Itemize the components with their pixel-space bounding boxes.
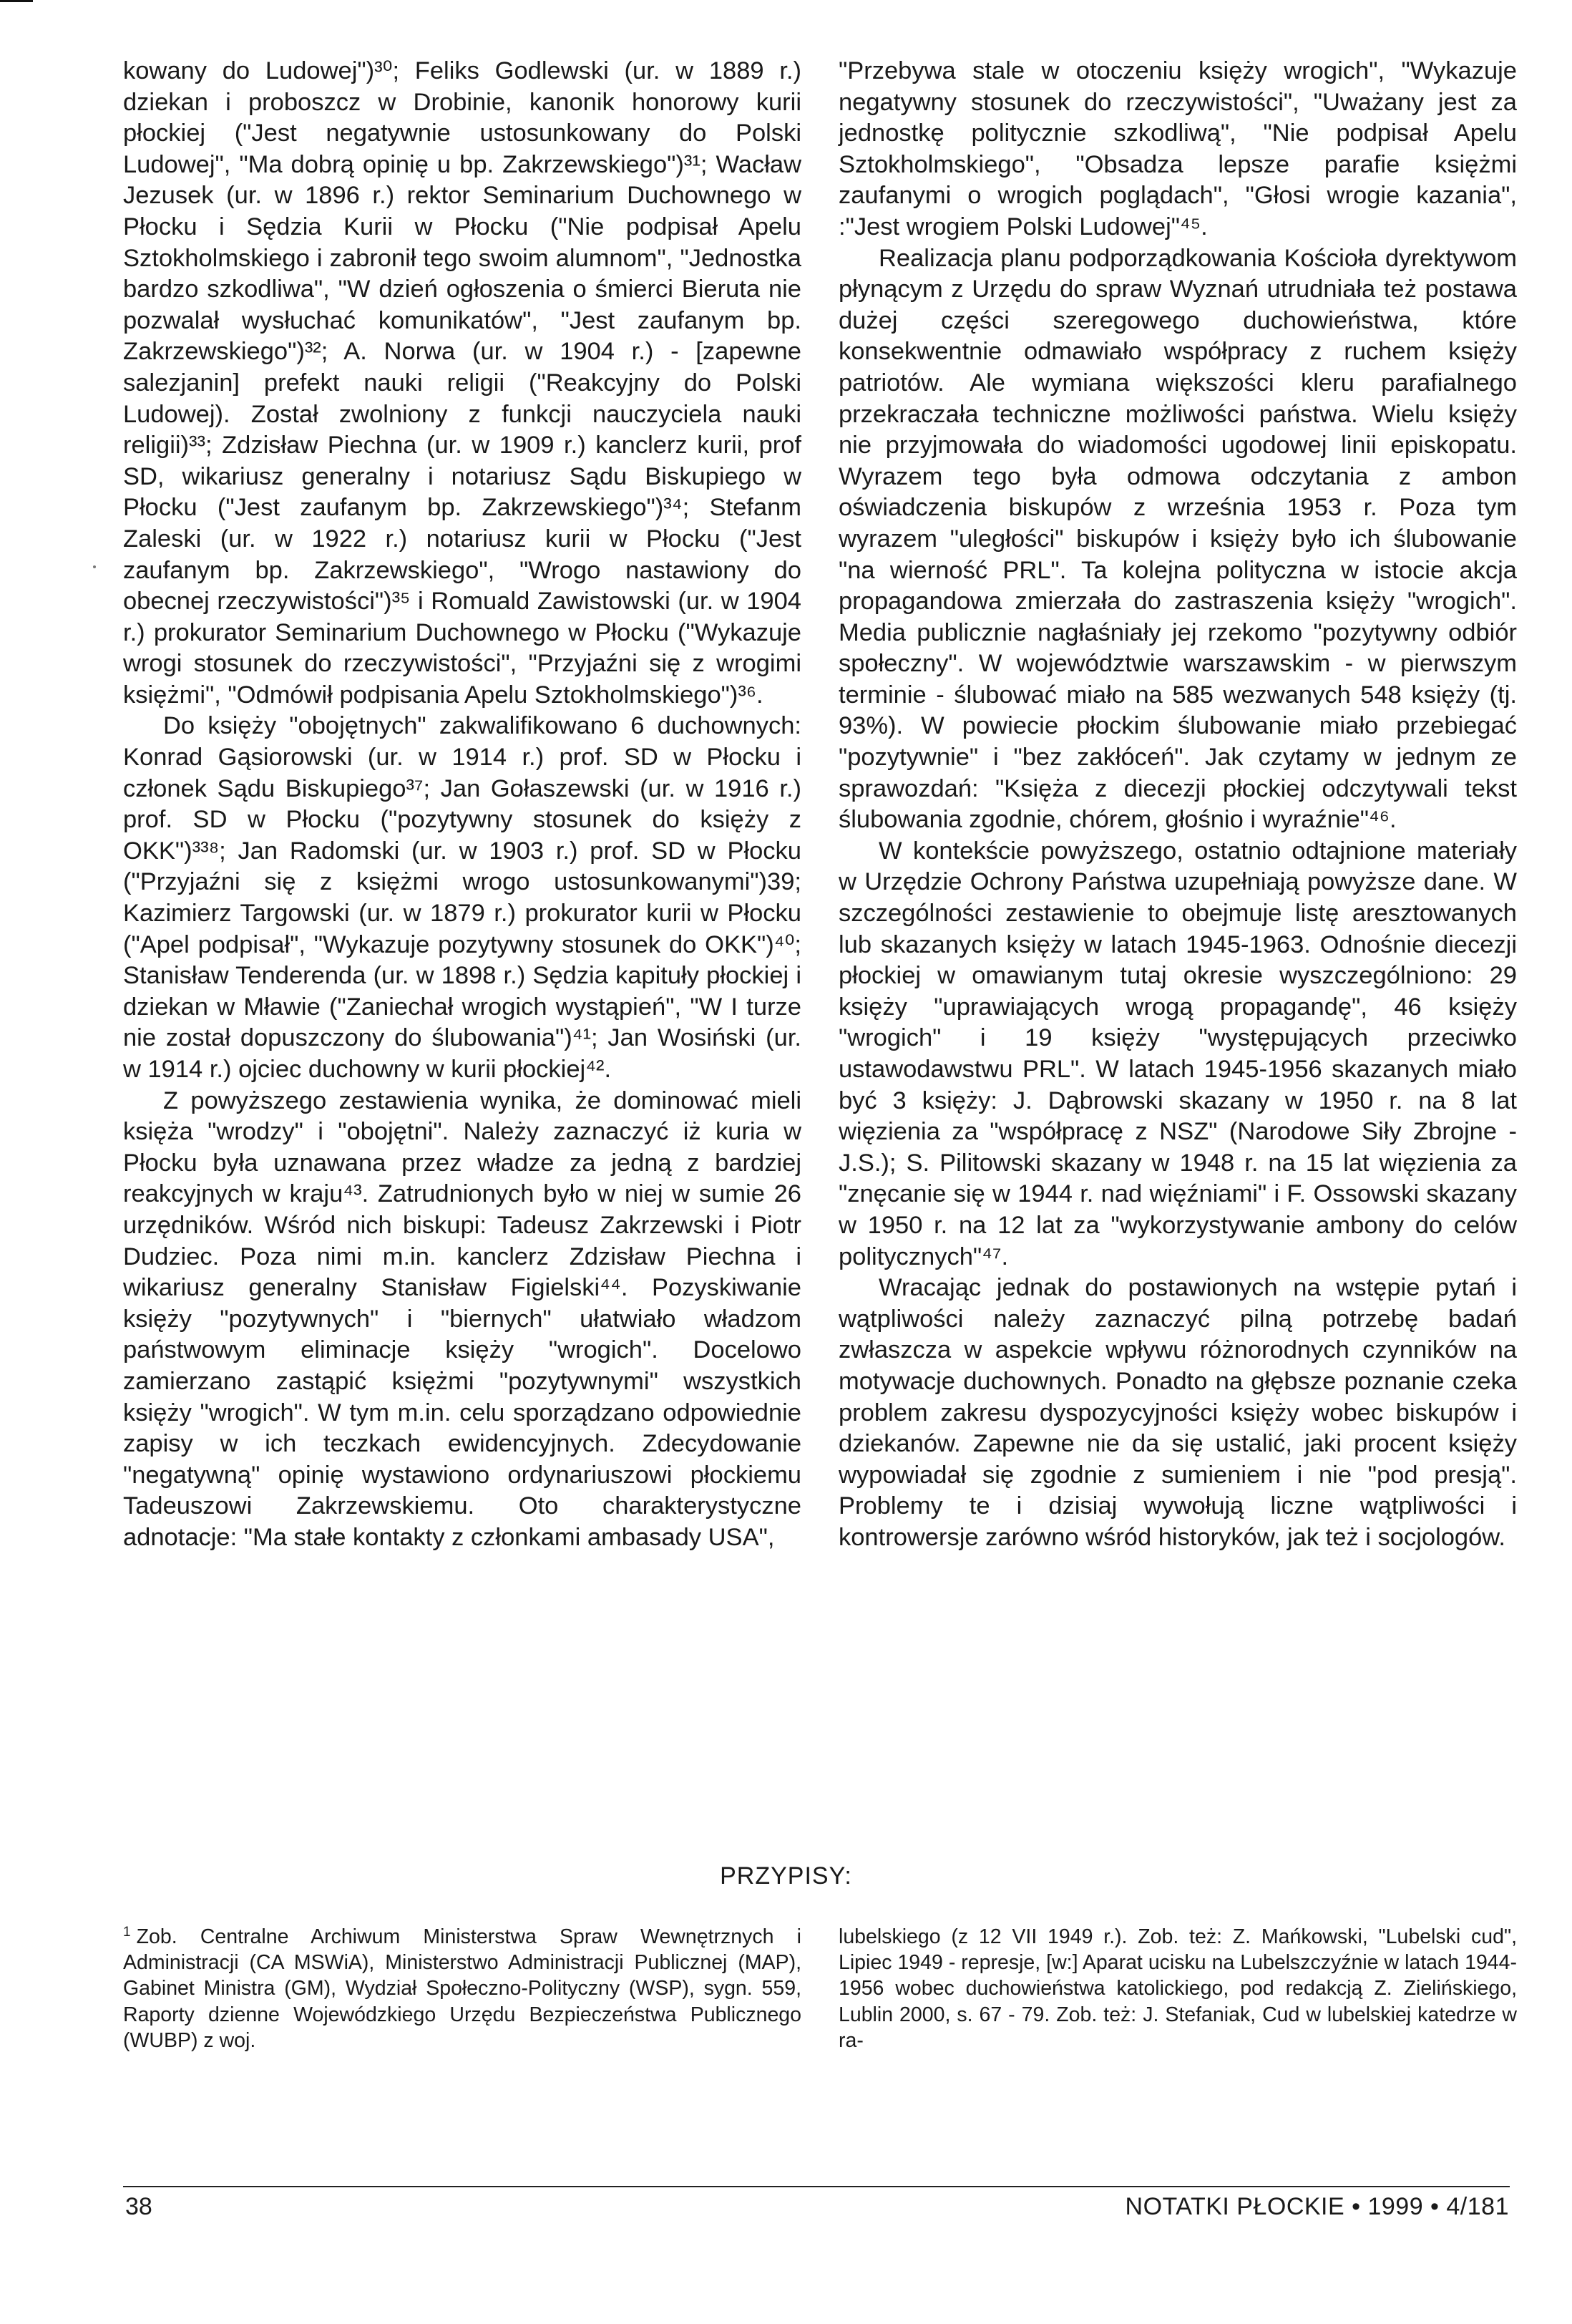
right-column (839, 56, 1517, 1554)
right-paragraph-4: Wracając jednak do postawionych na wstępie pytań i wątpliwości należy zaznaczyć pilną potrzebę badań zwłaszcza w aspekcie wpływu różnorodnych czynników na motywacje duchownych. Ponadto na głębsze poznanie czeka problem zakresu dyspozycyjności księży wobec biskupów i dziekanów. Zapewne nie da się ustalić, jaki procent księży wypowiadał się zgodnie z sumieniem i nie "pod presją". Problemy te i dzisiaj wywołują liczne wątpliwości i kontrowersje zarówno wśród historyków, jak też i socjologów. (839, 1274, 1517, 1551)
page-number: 38 (125, 2193, 152, 2220)
left-column (123, 56, 801, 1554)
left-paragraph-3: Z powyższego zestawienia wynika, że dominować mieli księża "wrodzy" i "obojętni". Należy zaznaczyć iż kuria w Płocku była uznawana przez władze za jedną z bardziej reakcyjnych w kraju⁴³. Zatrudnionych było w niej w sumie 26 urzędników. Wśród nich biskupi: Tadeusz Zakrzewski i Piotr Dudziec. Poza nimi m.in. kanclerz Zdzisław Piechna i wikariusz generalny Stanisław Figielski⁴⁴. Pozyskiwanie księży "pozytywnych" i "biernych" ułatwiało władzom państwowym eliminacje księży "wrogich". Docelowo zamierzano zastąpić księżmi "pozytywnymi" wszystkich księży "wrogich". W tym m.in. celu sporządzano odpowiednie zapisy w ich teczkach ewidencyjnych. Zdecydowanie "negatywną" opinię wystawiono ordynariuszowi płockiemu Tadeuszowi Zakrzewskiemu. Oto charakterystyczne adnotacje: "Ma stałe kontakty z członkami ambasady USA", (123, 1086, 801, 1551)
footnote-1-text: Zob. Centralne Archiwum Ministerstwa Spraw Wewnętrznych i Administracji (CA MSWiA), Ministerstwo Administracji Publicznej (MAP), Gabinet Ministra (GM), Wydział Społeczno-Polityczny (WSP), sygn. 559, Raporty dzienne Wojewódzkiego Urzędu Bezpieczeństwa Publicznego (WUBP) z woj. (123, 1925, 801, 2052)
left-paragraph-2: Do księży "obojętnych" zakwalifikowano 6 duchownych: Konrad Gąsiorowski (ur. w 1914 r.) prof. SD w Płocku i członek Sądu Biskupiego³⁷; Jan Gołaszewski (ur. w 1916 r.) prof. SD w Płocku ("pozytywny stosunek do księży z OKK")³³⁸; Jan Radomski (ur. w 1903 r.) prof. SD w Płocku ("Przyjaźni się z księżmi wrogo ustosunkowanymi")39; Kazimierz Targowski (ur. w 1879 r.) prokurator kurii w Płocku ("Apel podpisał", "Wykazuje pozytywny stosunek do OKK")⁴⁰; Stanisław Tenderenda (ur. w 1898 r.) Sędzia kapituły płockiej i dziekan w Mławie ("Zaniechał wrogich wystąpień", "W I turze nie został dopuszczony do ślubowania")⁴¹; Jan Wosiński (ur. w 1914 r.) ojciec duchowny w kurii płockiej⁴². (123, 712, 801, 1083)
footnote-left-column (123, 1924, 801, 2053)
footnote-right-column (839, 1924, 1517, 2053)
footnote-mark: 1 (123, 1924, 131, 1940)
footnote-1-continued: lubelskiego (z 12 VII 1949 r.). Zob. też: Z. Mańkowski, "Lubelski cud", Lipiec 1949 - represje, [w:] Aparat ucisku na Lubelszczyźnie w latach 1944-1956 wobec duchowieństwa katolickiego, pod redakcją Z. Zielińskiego, Lublin 2000, s. 67 - 79. Zob. też: J. Stefaniak, Cud w lubelskiej katedrze w ra- (839, 1925, 1517, 2052)
footer-rule (123, 2186, 1510, 2187)
journal-title: NOTATKI PŁOCKIE • 1999 • 4/181 (1125, 2193, 1509, 2220)
left-paragraph-1: kowany do Ludowej")³⁰; Feliks Godlewski (ur. w 1889 r.) dziekan i proboszcz w Drobinie, kanonik honorowy kurii płockiej ("Jest negatywnie ustosunkowany do Polski Ludowej", "Ma dobrą opinię u bp. Zakrzewskiego")³¹; Wacław Jezusek (ur. w 1896 r.) rektor Seminarium Duchownego w Płocku i Sędzia Kurii w Płocku ("Nie podpisał Apelu Sztokholmskiego i zabronił tego swoim alumnom", "Jednostka bardzo szkodliwa", "W dzień ogłoszenia o śmierci Bieruta nie pozwalał wysłuchać komunikatów", "Jest zaufanym bp. Zakrzewskiego")³²; A. Norwa (ur. w 1904 r.) - [zapewne salezjanin] prefekt nauki religii ("Reakcyjny do Polski Ludowej). Został zwolniony z funkcji nauczyciela nauki religii)³³; Zdzisław Piechna (ur. w 1909 r.) kanclerz kurii, prof SD, wikariusz generalny i notariusz Sądu Biskupiego w Płocku ("Jest zaufanym bp. Zakrzewskiego")³⁴; Stefanm Zaleski (ur. w 1922 r.) notariusz kurii w Płocku ("Jest zaufanym bp. Zakrzewskiego", "Wrogo nastawiony do obecnej rzeczywistości")³⁵ i Romuald Zawistowski (ur. w 1904 r.) prokurator Seminarium Duchownego w Płocku ("Wykazuje wrogi stosunek do rzeczywistości", "Przyjaźni się z wrogimi księżmi", "Odmówił podpisania Apelu Sztokholmskiego")³⁶. (123, 57, 801, 709)
footnotes-heading: PRZYPISY: (720, 1862, 852, 1890)
right-paragraph-1: "Przebywa stale w otoczeniu księży wrogich", "Wykazuje negatywny stosunek do rzeczywistości", "Uważany jest za jednostkę politycznie szkodliwą", "Nie podpisał Apelu Sztokholmskiego", "Obsadza lepsze parafie księżmi zaufanymi o wrogich poglądach", "Głosi wrogie kazania", :"Jest wrogiem Polski Ludowej"⁴⁵. (839, 57, 1517, 240)
scan-corner-mark (0, 0, 33, 2)
right-paragraph-2: Realizacja planu podporządkowania Kościoła dyrektywom płynącym z Urzędu do spraw Wyznań utrudniała też postawa dużej części szeregowego duchowieństwa, które konsekwentnie odmawiało współpracy z ruchem księży patriotów. Ale wymiana większości kleru parafialnego przekraczała techniczne możliwości państwa. Wielu księży nie przyjmowała do wiadomości ugodowej linii episkopatu. Wyrazem tego była odmowa odczytania z ambon oświadczenia biskupów z września 1953 r. Poza tym wyrazem "uległości" biskupów i księży było ich ślubowanie "na wierność PRL". Ta kolejna polityczna w istocie akcja propagandowa zmierzała do zastraszenia księży "wrogich". Media publicznie nagłaśniały jej rzekomo "pozytywny odbiór społeczny". W województwie warszawskim - w pierwszym terminie - ślubować miało na 585 wezwanych 548 księży (tj. 93%). W powiecie płockim ślubowanie miało przebiegać "pozytywnie" i "bez zakłóceń". Jak czytamy w jednym ze sprawozdań: "Księża z diecezji płockiej odczytywali tekst ślubowania zgodnie, chórem, głośnio i wyraźnie"⁴⁶. (839, 244, 1517, 834)
scan-dot (93, 565, 96, 568)
right-paragraph-3: W kontekście powyższego, ostatnio odtajnione materiały w Urzędzie Ochrony Państwa uzupełniają powyższe dane. W szczególności zestawienie to obejmuje listę aresztowanych lub skazanych księży w latach 1945-1963. Odnośnie diecezji płockiej w omawianym tutaj okresie wyszczególniono: 29 księży "uprawiających wrogą propagandę", 46 księży "wrogich" i 19 księży "występujących przeciwko ustawodawstwu PRL". W latach 1945-1956 skazanych miało być 3 księży: J. Dąbrowski skazany w 1950 r. na 8 lat więzienia za "współpracę z NSZ" (Narodowe Siły Zbrojne - J.S.); S. Pilitowski skazany w 1948 r. na 15 lat więzienia za "znęcanie się w 1944 r. nad więźniami" i F. Ossowski skazany w 1950 r. na 12 lat za "wykorzystywanie ambony do celów politycznych"⁴⁷. (839, 837, 1517, 1270)
